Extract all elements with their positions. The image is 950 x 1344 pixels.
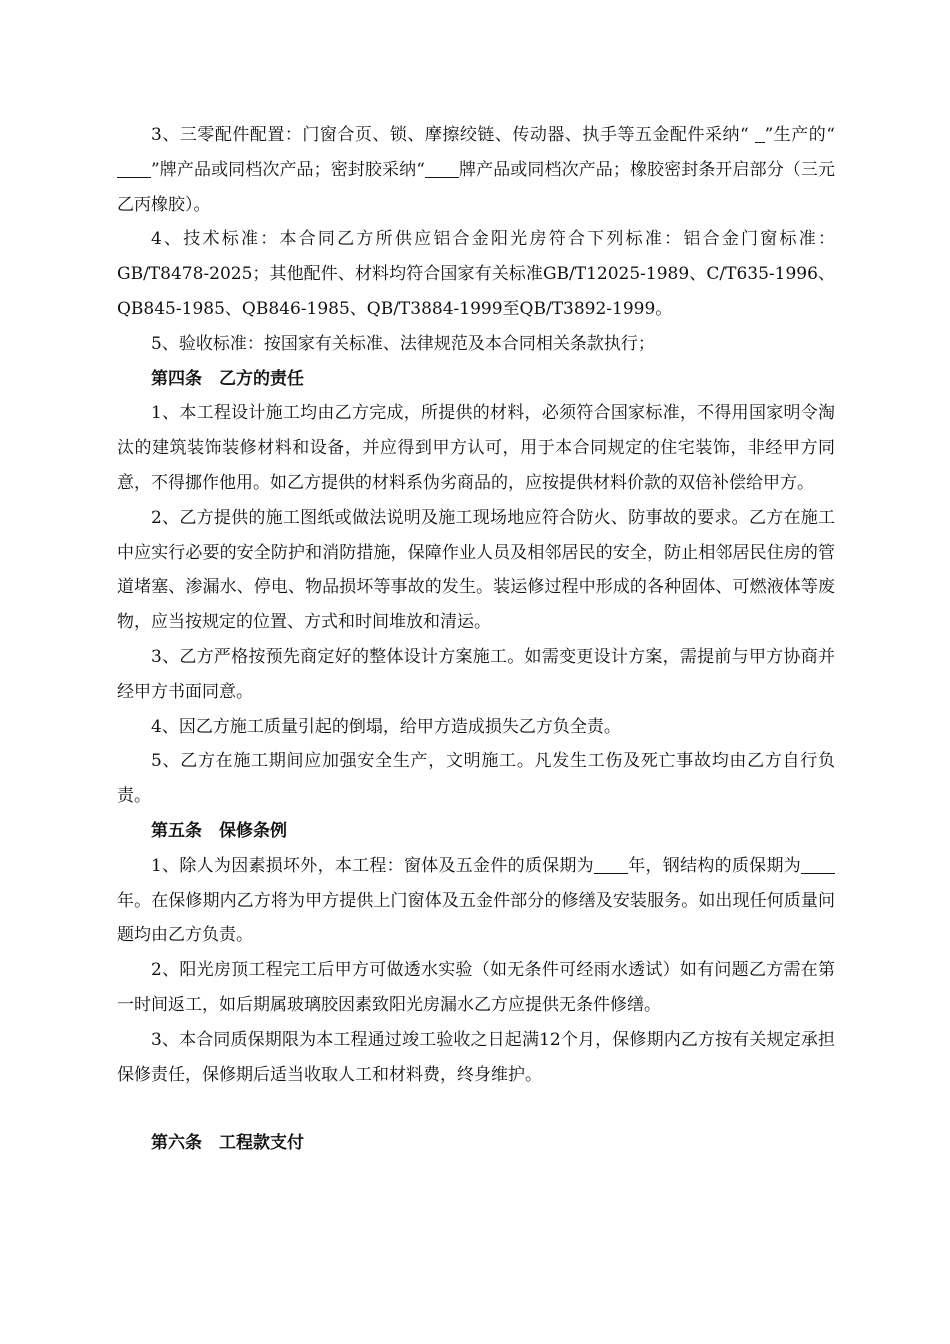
article-4-title: 第四条 乙方的责任 [151,368,304,389]
clause-3-4: 4、技术标准：本合同乙方所供应铝合金阳光房符合下列标准：铝合金门窗标准：GB/T8478-2025；其他配件、材料均符合国家有关标准GB/T12025-1989、C/T635-1996、QB845-1985、QB846-1985、QB/T3884-1999至QB/T3892-1999。 [117,229,835,319]
clause-5-3: 3、本合同质保期限为本工程通过竣工验收之日起满12个月，保修期内乙方按有关规定承担保修责任，保修期后适当收取人工和材料费，终身维护。 [117,1029,835,1085]
clause-text: 牌产品或同档次产品；橡胶密封条开启部分（三元乙丙橡胶）。 [117,159,835,215]
document-page [117,118,835,1161]
article-5-title: 第五条 保修条例 [151,820,287,841]
clause-text: 年，钢结构的质保期为 [627,855,801,876]
fill-blank [755,125,765,143]
clause-text: 3、三零配件配置：门窗合页、锁、摩擦绞链、传动器、执手等五金配件采纳“ [151,125,749,145]
clause-3-3 [117,118,835,222]
clause-text: 1、除人为因素损坏外，本工程：窗体及五金件的质保期为 [151,855,594,876]
article-6-title: 第六条 工程款支付 [151,1133,304,1154]
clause-4-1: 1、本工程设计施工均由乙方完成，所提供的材料，必须符合国家标准，不得用国家明令淘汰的建筑装饰装修材料和设备，并应得到甲方认可，用于本合同规定的住宅装饰，非经甲方同意，不得挪作他用。如乙方提供的材料系伪劣商品的，应按提供材料价款的双倍补偿给甲方。 [117,403,835,493]
clause-4-5: 5、乙方在施工期间应加强安全生产，文明施工。凡发生工伤及死亡事故均由乙方自行负责。 [117,751,835,807]
clause-4-3: 3、乙方严格按预先商定好的整体设计方案施工。如需变更设计方案，需提前与甲方协商并经甲方书面同意。 [117,646,835,702]
fill-blank [801,856,835,874]
clause-text: ”生产的“ [764,125,835,145]
fill-blank [117,160,151,178]
clause-5-2: 2、阳光房顶工程完工后甲方可做透水实验（如无条件可经雨水透试）如有问题乙方需在第一时间返工，如后期属玻璃胶因素致阳光房漏水乙方应提供无条件修缮。 [117,960,835,1015]
clause-text: ”牌产品或同档次产品；密封胶采纳“ [151,159,425,180]
fill-blank [594,856,628,874]
fill-blank [425,160,459,178]
clause-3-5: 5、验收标准：按国家有关标准、法律规范及本合同相关条款执行； [151,333,655,354]
clause-text: 年。在保修期内乙方将为甲方提供上门窗体及五金件部分的修缮及安装服务。如出现任何质量问题均由乙方负责。 [117,890,835,946]
clause-5-1 [117,849,835,953]
clause-4-4: 4、因乙方施工质量引起的倒塌，给甲方造成损失乙方负全责。 [151,716,621,737]
blank-line [117,1092,835,1126]
clause-4-2: 2、乙方提供的施工图纸或做法说明及施工现场地应符合防火、防事故的要求。乙方在施工中应实行必要的安全防护和消防措施，保障作业人员及相邻居民的安全，防止相邻居民住房的管道堵塞、渗漏水、停电、物品损坏等事故的发生。装运修过程中形成的各种固体、可燃液体等废物，应当按规定的位置、方式和时间堆放和清运。 [117,507,835,633]
